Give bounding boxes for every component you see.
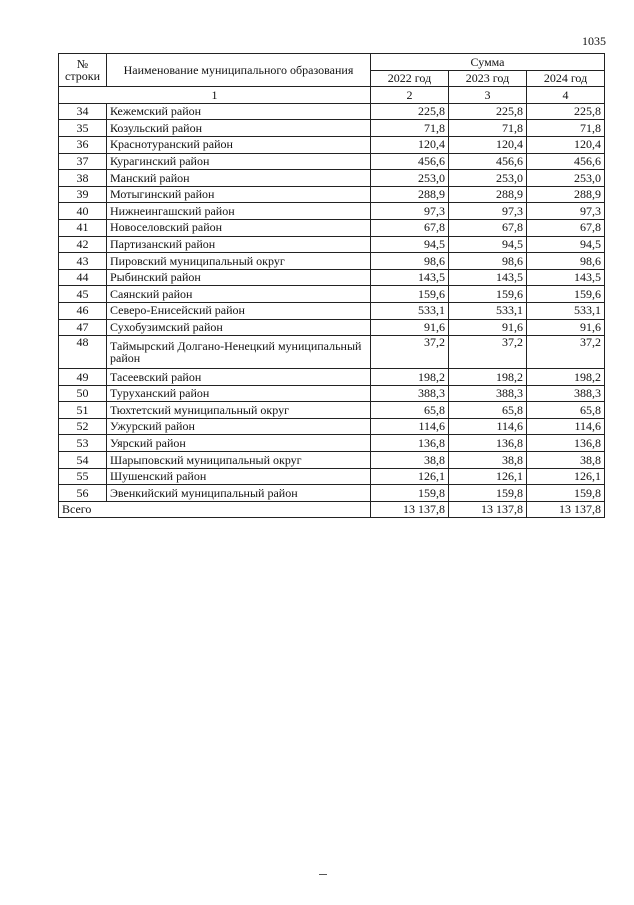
row-number: 36 (59, 136, 107, 153)
table-row (59, 153, 605, 170)
municipality-name: Мотыгинский район (107, 186, 371, 203)
table-row (59, 369, 605, 386)
table-row (59, 385, 605, 402)
total-2024: 13 137,8 (527, 501, 605, 518)
value-2023: 98,6 (449, 253, 527, 270)
value-2023: 159,6 (449, 286, 527, 303)
municipality-name: Краснотуранский район (107, 136, 371, 153)
value-2024: 198,2 (527, 369, 605, 386)
value-2023: 37,2 (449, 336, 527, 369)
table-row (59, 103, 605, 120)
value-2022: 120,4 (371, 136, 449, 153)
value-2023: 126,1 (449, 468, 527, 485)
value-2022: 97,3 (371, 203, 449, 220)
municipality-name: Шушенский район (107, 468, 371, 485)
value-2024: 126,1 (527, 468, 605, 485)
value-2022: 98,6 (371, 253, 449, 270)
municipality-name: Тасеевский район (107, 369, 371, 386)
value-2022: 38,8 (371, 452, 449, 469)
table-row (59, 302, 605, 319)
value-2023: 120,4 (449, 136, 527, 153)
table-row (59, 402, 605, 419)
row-number: 34 (59, 103, 107, 120)
value-2024: 120,4 (527, 136, 605, 153)
header-year-2024: 2024 год (527, 70, 605, 87)
municipality-name: Кежемский район (107, 103, 371, 120)
value-2022: 253,0 (371, 170, 449, 187)
municipality-name: Саянский район (107, 286, 371, 303)
row-number: 56 (59, 485, 107, 502)
row-number: 55 (59, 468, 107, 485)
value-2022: 159,6 (371, 286, 449, 303)
row-number: 49 (59, 369, 107, 386)
table-row (59, 219, 605, 236)
municipality-name: Курагинский район (107, 153, 371, 170)
table-row (59, 203, 605, 220)
table-row (59, 120, 605, 137)
value-2022: 37,2 (371, 336, 449, 369)
municipality-name: Шарыповский муниципальный округ (107, 452, 371, 469)
table-row (59, 418, 605, 435)
value-2022: 71,8 (371, 120, 449, 137)
budget-table (58, 53, 605, 518)
value-2024: 67,8 (527, 219, 605, 236)
municipality-name: Уярский район (107, 435, 371, 452)
value-2022: 91,6 (371, 319, 449, 336)
value-2024: 388,3 (527, 385, 605, 402)
value-2024: 38,8 (527, 452, 605, 469)
table-row (59, 319, 605, 336)
table-row (59, 435, 605, 452)
table-row (59, 136, 605, 153)
value-2024: 71,8 (527, 120, 605, 137)
row-number: 46 (59, 302, 107, 319)
header-year-2022: 2022 год (371, 70, 449, 87)
header-column-number: 2 (371, 87, 449, 104)
value-2023: 456,6 (449, 153, 527, 170)
value-2023: 136,8 (449, 435, 527, 452)
table-row (59, 286, 605, 303)
table-row (59, 186, 605, 203)
municipality-name: Тюхтетский муниципальный округ (107, 402, 371, 419)
value-2024: 91,6 (527, 319, 605, 336)
municipality-name: Новоселовский район (107, 219, 371, 236)
value-2022: 67,8 (371, 219, 449, 236)
header-column-number: 1 (59, 87, 371, 104)
row-number: 47 (59, 319, 107, 336)
row-number: 35 (59, 120, 107, 137)
value-2023: 198,2 (449, 369, 527, 386)
header-column-number: 3 (449, 87, 527, 104)
municipality-name: Рыбинский район (107, 269, 371, 286)
value-2024: 253,0 (527, 170, 605, 187)
table-row (59, 485, 605, 502)
value-2022: 94,5 (371, 236, 449, 253)
header-row-number: № строки (59, 54, 107, 87)
table-header (59, 54, 605, 104)
value-2024: 225,8 (527, 103, 605, 120)
row-number: 41 (59, 219, 107, 236)
table-row (59, 468, 605, 485)
table-row (59, 170, 605, 187)
row-number: 42 (59, 236, 107, 253)
value-2022: 456,6 (371, 153, 449, 170)
page-footer-mark (319, 874, 327, 875)
value-2023: 38,8 (449, 452, 527, 469)
value-2024: 94,5 (527, 236, 605, 253)
value-2023: 71,8 (449, 120, 527, 137)
total-label: Всего (59, 501, 371, 518)
value-2024: 97,3 (527, 203, 605, 220)
row-number: 40 (59, 203, 107, 220)
table-row (59, 236, 605, 253)
value-2024: 533,1 (527, 302, 605, 319)
row-number: 45 (59, 286, 107, 303)
value-2022: 533,1 (371, 302, 449, 319)
page-number: 1035 (582, 34, 606, 48)
value-2022: 143,5 (371, 269, 449, 286)
table-footer (59, 501, 605, 518)
municipality-name: Нижнеингашский район (107, 203, 371, 220)
total-2023: 13 137,8 (449, 501, 527, 518)
value-2023: 97,3 (449, 203, 527, 220)
value-2024: 159,8 (527, 485, 605, 502)
value-2023: 225,8 (449, 103, 527, 120)
municipality-name: Эвенкийский муниципальный район (107, 485, 371, 502)
municipality-name: Сухобузимский район (107, 319, 371, 336)
value-2023: 67,8 (449, 219, 527, 236)
table-row (59, 452, 605, 469)
value-2022: 288,9 (371, 186, 449, 203)
table-row (59, 253, 605, 270)
value-2023: 253,0 (449, 170, 527, 187)
row-number: 52 (59, 418, 107, 435)
value-2022: 198,2 (371, 369, 449, 386)
header-year-2023: 2023 год (449, 70, 527, 87)
value-2023: 159,8 (449, 485, 527, 502)
value-2023: 65,8 (449, 402, 527, 419)
row-number: 44 (59, 269, 107, 286)
municipality-name: Партизанский район (107, 236, 371, 253)
value-2024: 98,6 (527, 253, 605, 270)
municipality-name: Таймырский Долгано-Ненецкий муниципальный район (107, 336, 371, 369)
value-2024: 136,8 (527, 435, 605, 452)
header-column-number: 4 (527, 87, 605, 104)
total-row (59, 501, 605, 518)
value-2024: 159,6 (527, 286, 605, 303)
value-2023: 114,6 (449, 418, 527, 435)
value-2024: 143,5 (527, 269, 605, 286)
value-2023: 533,1 (449, 302, 527, 319)
value-2024: 37,2 (527, 336, 605, 369)
row-number: 39 (59, 186, 107, 203)
value-2023: 94,5 (449, 236, 527, 253)
table-row (59, 269, 605, 286)
row-number: 48 (59, 336, 107, 369)
municipality-name: Северо-Енисейский район (107, 302, 371, 319)
value-2022: 126,1 (371, 468, 449, 485)
municipality-name: Козульский район (107, 120, 371, 137)
value-2024: 114,6 (527, 418, 605, 435)
value-2023: 288,9 (449, 186, 527, 203)
row-number: 50 (59, 385, 107, 402)
row-number: 51 (59, 402, 107, 419)
value-2022: 225,8 (371, 103, 449, 120)
value-2022: 136,8 (371, 435, 449, 452)
row-number: 54 (59, 452, 107, 469)
value-2022: 388,3 (371, 385, 449, 402)
row-number: 43 (59, 253, 107, 270)
row-number: 53 (59, 435, 107, 452)
value-2023: 388,3 (449, 385, 527, 402)
table-row (59, 336, 605, 369)
value-2022: 114,6 (371, 418, 449, 435)
header-sum: Сумма (371, 54, 605, 71)
value-2023: 91,6 (449, 319, 527, 336)
value-2024: 288,9 (527, 186, 605, 203)
municipality-name: Ужурский район (107, 418, 371, 435)
row-number: 38 (59, 170, 107, 187)
value-2024: 456,6 (527, 153, 605, 170)
table-body (59, 103, 605, 501)
header-municipality-name: Наименование муниципального образования (107, 54, 371, 87)
total-2022: 13 137,8 (371, 501, 449, 518)
municipality-name: Манский район (107, 170, 371, 187)
value-2024: 65,8 (527, 402, 605, 419)
row-number: 37 (59, 153, 107, 170)
value-2022: 159,8 (371, 485, 449, 502)
municipality-name: Пировский муниципальный округ (107, 253, 371, 270)
municipality-name: Туруханский район (107, 385, 371, 402)
value-2023: 143,5 (449, 269, 527, 286)
value-2022: 65,8 (371, 402, 449, 419)
